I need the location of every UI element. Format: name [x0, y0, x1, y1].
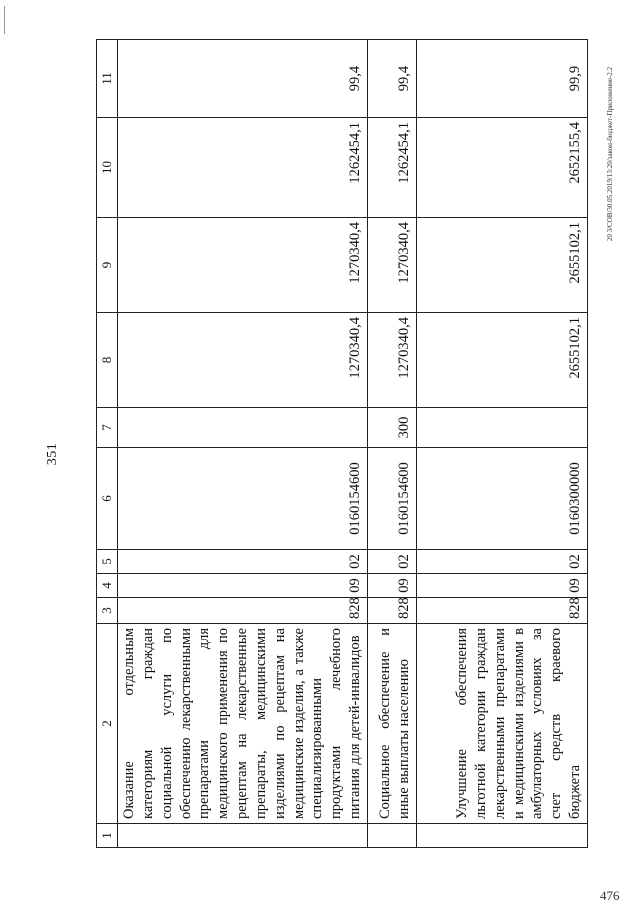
expense-type-cell — [118, 408, 368, 448]
row-number-cell — [416, 824, 587, 848]
table-header-row — [97, 40, 118, 848]
rotated-table-area — [96, 40, 628, 848]
amount-cell: 1270340,4 — [118, 313, 368, 408]
document-reference: 20 3/СОВ/30.05.2019/13:20/закон-бюджет-Приложение-2.2 — [606, 66, 614, 242]
header-cell: 7 — [97, 408, 118, 448]
header-cell: 4 — [97, 574, 118, 598]
expense-type-cell — [416, 408, 587, 448]
margin-rule — [4, 6, 5, 34]
percent-cell: 99,9 — [416, 40, 587, 118]
item-name-cell: Улучшение обеспечения льготной категории граждан лекарственными препаратами и медицинскими изделиями в амбулаторных условиях за счет средств краевого бюджета — [416, 624, 587, 824]
target-item-code-cell: 0160154600 — [118, 448, 368, 550]
header-cell: 10 — [97, 118, 118, 218]
amount-cell: 1270340,4 — [367, 218, 416, 313]
ministry-code-cell: 828 — [118, 598, 368, 624]
header-cell: 2 — [97, 624, 118, 824]
budget-table — [96, 39, 588, 848]
header-cell: 6 — [97, 448, 118, 550]
ministry-code-cell: 828 — [367, 598, 416, 624]
item-name-cell: Социальное обеспечение и иные выплаты населению — [367, 624, 416, 824]
header-cell: 11 — [97, 40, 118, 118]
expense-type-cell: 300 — [367, 408, 416, 448]
amount-cell: 2655102,1 — [416, 313, 587, 408]
percent-cell: 99,4 — [118, 40, 368, 118]
percent-cell: 99,4 — [367, 40, 416, 118]
subsection-code-cell: 02 — [118, 550, 368, 574]
bottom-page-number: 476 — [600, 888, 620, 903]
row-number-cell — [118, 824, 368, 848]
item-name-cell: Оказание отдельным категориям граждан социальной услуги по обеспечению лекарственными препаратами для медицинского применения по рецептам на лекарственные препараты, медицинскими изделиями по рецептам на медицинские изделия, а также специализированными продуктами лечебного питания для детей-инвалидов — [118, 624, 368, 824]
row-number-cell — [367, 824, 416, 848]
table-row — [416, 40, 587, 848]
subsection-code-cell: 02 — [416, 550, 587, 574]
section-code-cell: 09 — [367, 574, 416, 598]
rotated-table-frame — [96, 40, 628, 848]
target-item-code-cell: 0160154600 — [367, 448, 416, 550]
header-cell: 3 — [97, 598, 118, 624]
amount-cell: 1262454,1 — [367, 118, 416, 218]
header-cell: 8 — [97, 313, 118, 408]
amount-cell: 2655102,1 — [416, 218, 587, 313]
amount-cell: 1262454,1 — [118, 118, 368, 218]
target-item-code-cell: 0160300000 — [416, 448, 587, 550]
header-cell: 1 — [97, 824, 118, 848]
section-code-cell: 09 — [118, 574, 368, 598]
header-cell: 9 — [97, 218, 118, 313]
subsection-code-cell: 02 — [367, 550, 416, 574]
page-number: 351 — [45, 442, 60, 466]
amount-cell: 1270340,4 — [118, 218, 368, 313]
amount-cell: 1270340,4 — [367, 313, 416, 408]
table-row — [367, 40, 416, 848]
ministry-code-cell: 828 — [416, 598, 587, 624]
section-code-cell: 09 — [416, 574, 587, 598]
table-row — [118, 40, 368, 848]
amount-cell: 2652155,4 — [416, 118, 587, 218]
header-cell: 5 — [97, 550, 118, 574]
